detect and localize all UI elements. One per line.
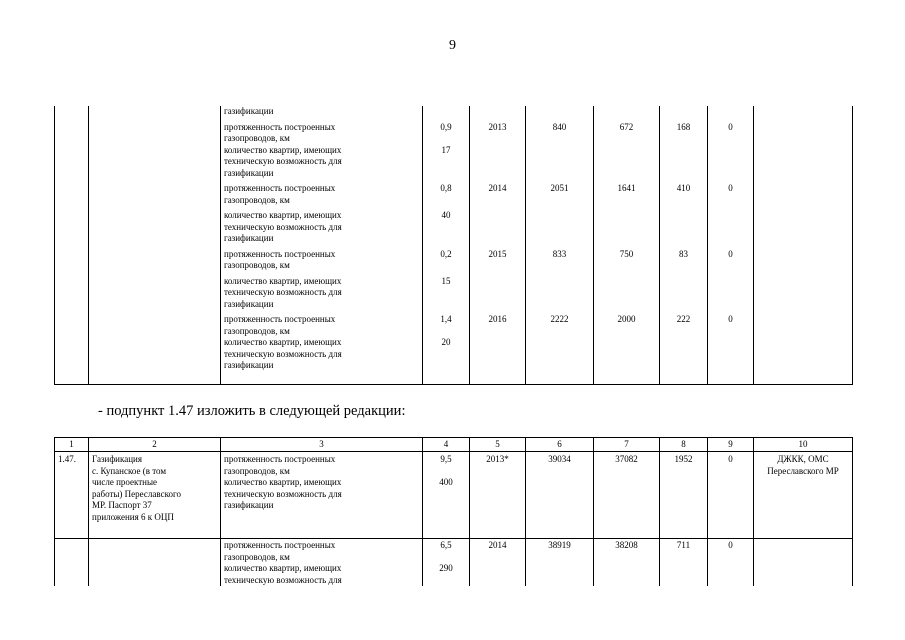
indicator-line: протяженность построенных bbox=[224, 248, 336, 259]
total-cell: 39034 bbox=[526, 452, 594, 539]
value-cell: 0,9 bbox=[440, 121, 452, 132]
values-cell bbox=[423, 452, 470, 539]
indicator-line: газопроводов, км bbox=[224, 465, 290, 476]
value-column bbox=[423, 106, 470, 385]
value-cell bbox=[470, 106, 525, 118]
object-name-line: работы) Переславского bbox=[92, 488, 181, 499]
header-cell: 9 bbox=[708, 438, 754, 452]
object-name bbox=[89, 452, 221, 539]
value-cell: 0 bbox=[728, 183, 733, 193]
value-cell: 0 bbox=[728, 314, 733, 324]
value-cell: 0 bbox=[728, 248, 733, 259]
replacement-table bbox=[54, 437, 853, 586]
indicator-line: протяженность построенных bbox=[224, 540, 336, 550]
indicator-line: техническую возможность для bbox=[224, 574, 342, 585]
value-apartments: 400 bbox=[439, 477, 453, 487]
value-cell bbox=[708, 210, 753, 245]
indicator-line: количество квартир, имеющих bbox=[224, 477, 342, 487]
indicator-block bbox=[224, 314, 422, 337]
values-cell bbox=[423, 539, 470, 587]
value-length: 9,5 bbox=[440, 454, 452, 464]
year-column bbox=[470, 106, 526, 385]
indicator-line: техническую возможность для bbox=[224, 221, 342, 232]
indicator-line: газопроводов, км bbox=[224, 325, 290, 336]
other-sources-cell: 0 bbox=[708, 539, 754, 587]
value-cell: 222 bbox=[676, 314, 691, 324]
indicator-line: газопроводов, км bbox=[224, 194, 290, 205]
value-cell: 2016 bbox=[488, 314, 507, 324]
col2-cell bbox=[89, 106, 221, 385]
indicator-block bbox=[224, 122, 422, 145]
indicator-line: количество квартир, имеющих bbox=[224, 144, 342, 155]
header-cell: 4 bbox=[423, 438, 470, 452]
executor-line: ДЖКК, ОМС bbox=[777, 454, 829, 464]
indicator-line: количество квартир, имеющих bbox=[224, 337, 342, 347]
executor-column bbox=[754, 106, 853, 385]
indicator-line: газификации bbox=[224, 106, 274, 116]
value-cell bbox=[594, 210, 659, 245]
regional-budget-cell: 37082 bbox=[594, 452, 660, 539]
value-cell bbox=[594, 276, 659, 311]
header-cell: 7 bbox=[594, 438, 660, 452]
item-number bbox=[55, 539, 89, 587]
value-cell bbox=[526, 106, 593, 118]
value-cell: 0,2 bbox=[440, 248, 452, 259]
value-cell bbox=[526, 337, 593, 372]
value-cell bbox=[423, 106, 469, 118]
value-cell bbox=[594, 106, 659, 118]
year-cell: 2014 bbox=[470, 539, 526, 587]
header-cell: 10 bbox=[754, 438, 853, 452]
object-name-line: МР. Паспорт 37 bbox=[92, 500, 152, 510]
value-cell: 40 bbox=[441, 210, 451, 220]
value-cell bbox=[470, 276, 525, 311]
value-cell bbox=[660, 210, 707, 245]
value-cell: 15 bbox=[441, 275, 451, 286]
value-cell: 1641 bbox=[617, 183, 636, 193]
value-cell: 20 bbox=[441, 337, 451, 347]
value-cell bbox=[660, 106, 707, 118]
executor-cell bbox=[754, 539, 853, 587]
value-cell: 2000 bbox=[617, 314, 636, 324]
indicator-line: газификации bbox=[224, 233, 274, 243]
total-column bbox=[526, 106, 594, 385]
indicator-line: газификации bbox=[224, 360, 274, 370]
value-cell: 168 bbox=[676, 121, 691, 132]
indicator-line: протяженность построенных bbox=[224, 314, 336, 324]
indicator-line: газопроводов, км bbox=[224, 551, 290, 562]
value-cell bbox=[708, 276, 753, 311]
regional-budget-column bbox=[594, 106, 660, 385]
indicator-block bbox=[224, 249, 422, 272]
indicator-line: техническую возможность для bbox=[224, 488, 342, 499]
indicator-line: протяженность построенных bbox=[224, 454, 336, 464]
object-name bbox=[89, 539, 221, 587]
indicator-line: техническую возможность для bbox=[224, 156, 342, 166]
indicator-line: количество квартир, имеющих bbox=[224, 210, 342, 220]
value-cell: 672 bbox=[619, 121, 634, 132]
value-cell bbox=[708, 145, 753, 180]
value-length: 6,5 bbox=[440, 540, 452, 550]
value-cell: 2015 bbox=[488, 248, 507, 259]
year-cell: 2013* bbox=[470, 452, 526, 539]
local-budget-cell: 711 bbox=[660, 539, 708, 587]
executor-cell bbox=[754, 452, 853, 539]
value-cell: 840 bbox=[552, 121, 567, 132]
executor-line: Переславского МР bbox=[767, 465, 839, 476]
item-number: 1.47. bbox=[55, 452, 89, 539]
value-cell: 0 bbox=[728, 121, 733, 132]
table-row bbox=[55, 452, 853, 539]
col1-cell bbox=[55, 106, 89, 385]
other-sources-cell: 0 bbox=[708, 452, 754, 539]
value-cell bbox=[708, 337, 753, 372]
value-cell: 2051 bbox=[550, 183, 569, 193]
indicator-line: протяженность построенных bbox=[224, 183, 336, 193]
indicator-block bbox=[224, 276, 422, 311]
indicator-line: газификации bbox=[224, 500, 274, 510]
value-cell: 2014 bbox=[488, 183, 507, 193]
indicator-line: количество квартир, имеющих bbox=[224, 563, 342, 573]
indicator-block bbox=[224, 145, 422, 180]
indicator-line: газификации bbox=[224, 167, 274, 178]
continuation-table bbox=[54, 106, 853, 385]
value-cell: 0,8 bbox=[440, 183, 452, 193]
indicator-block bbox=[224, 210, 422, 245]
value-cell bbox=[526, 145, 593, 180]
subpoint-instruction: - подпункт 1.47 изложить в следующей редакции: bbox=[98, 403, 406, 419]
value-cell bbox=[470, 337, 525, 372]
value-cell bbox=[594, 145, 659, 180]
indicator-column bbox=[221, 106, 423, 385]
value-cell bbox=[470, 210, 525, 245]
header-cell: 3 bbox=[221, 438, 423, 452]
header-cell: 8 bbox=[660, 438, 708, 452]
object-name-line: Газификация bbox=[92, 454, 142, 464]
value-cell bbox=[526, 276, 593, 311]
value-cell bbox=[594, 337, 659, 372]
indicators-cell bbox=[221, 539, 423, 587]
indicator-line: газификации bbox=[224, 298, 274, 309]
local-budget-column bbox=[660, 106, 708, 385]
value-cell: 2222 bbox=[550, 314, 569, 324]
value-apartments: 290 bbox=[439, 563, 453, 573]
object-name-line: с. Купанское (в том bbox=[92, 465, 167, 476]
indicator-block bbox=[224, 183, 422, 206]
regional-budget-cell: 38208 bbox=[594, 539, 660, 587]
value-cell: 2013 bbox=[488, 121, 507, 132]
header-cell: 2 bbox=[89, 438, 221, 452]
value-cell: 750 bbox=[619, 248, 634, 259]
value-cell bbox=[526, 210, 593, 245]
indicator-line: газопроводов, км bbox=[224, 133, 290, 143]
value-cell: 1,4 bbox=[440, 314, 452, 324]
value-cell: 410 bbox=[676, 183, 691, 193]
local-budget-cell: 1952 bbox=[660, 452, 708, 539]
object-name-line: приложения 6 к ОЦП bbox=[92, 511, 174, 522]
header-cell: 1 bbox=[55, 438, 89, 452]
indicator-line: техническую возможность для bbox=[224, 348, 342, 359]
table-row bbox=[55, 539, 853, 587]
value-cell bbox=[660, 276, 707, 311]
value-cell bbox=[470, 145, 525, 180]
indicator-block bbox=[224, 337, 422, 372]
page-number: 9 bbox=[449, 38, 456, 53]
total-cell: 38919 bbox=[526, 539, 594, 587]
indicators-cell bbox=[221, 452, 423, 539]
object-name-line: числе проектные bbox=[92, 477, 158, 487]
value-cell bbox=[660, 337, 707, 372]
indicator-line: техническую возможность для bbox=[224, 287, 342, 297]
indicator-line: протяженность построенных bbox=[224, 121, 336, 132]
value-cell bbox=[660, 145, 707, 180]
indicator-block bbox=[224, 106, 422, 118]
indicator-line: количество квартир, имеющих bbox=[224, 275, 342, 286]
value-cell: 17 bbox=[441, 144, 451, 155]
other-sources-column bbox=[708, 106, 754, 385]
header-cell: 5 bbox=[470, 438, 526, 452]
indicator-line: газопроводов, км bbox=[224, 260, 290, 270]
value-cell bbox=[708, 106, 753, 118]
value-cell: 833 bbox=[552, 248, 567, 259]
value-cell: 83 bbox=[679, 248, 688, 259]
header-row bbox=[55, 438, 853, 452]
header-cell: 6 bbox=[526, 438, 594, 452]
